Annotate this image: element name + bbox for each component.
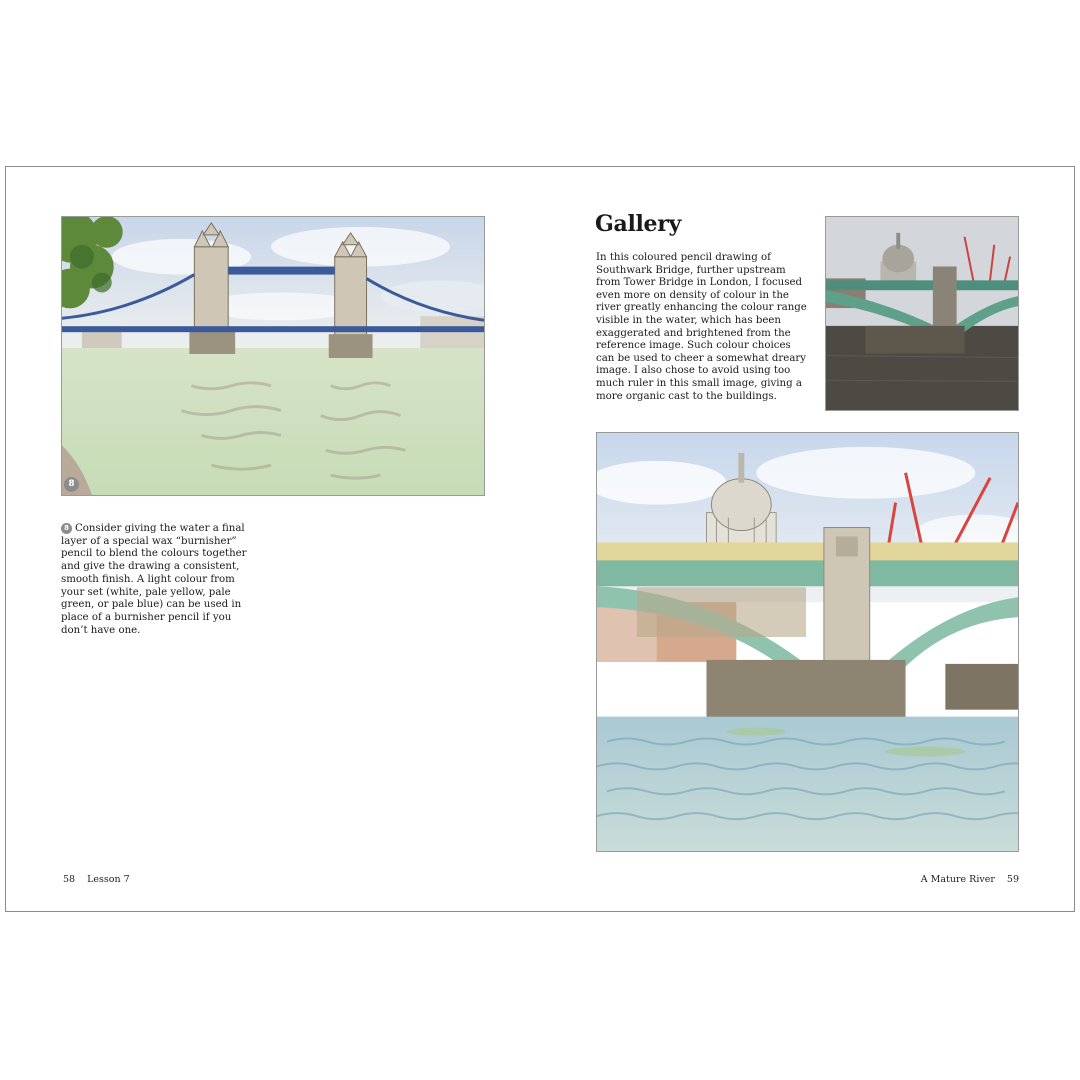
gallery-heading: Gallery (595, 211, 682, 237)
right-page-number: 59 (1006, 874, 1019, 885)
right-page-running-head: A Mature River (920, 874, 995, 885)
southwark-bridge-drawing (596, 432, 1019, 852)
right-page-folio (921, 874, 1019, 885)
left-page-number: 58 (63, 874, 76, 885)
gallery-body-text: In this coloured pencil drawing of Southwark Bridge, further upstream from Tower Bridge in London, I focused even more on density of colour in the river greatly enhancing the colour range visible in the water, which has been exaggerated and brightened from the reference image. Such colour choices can be used to cheer a somewhat dreary image. I also chose to avoid using too much ruler in this small image, giving a more organic cast to the buildings. (596, 252, 807, 402)
caption-step-badge: 8 (61, 523, 72, 534)
southwark-bridge-reference-photo (825, 216, 1019, 411)
caption-text: Consider giving the water a final layer of a special wax “burnisher” pencil to blend the colours together and give the drawing a consistent, smooth finish. A light colour from your set (white, pale yellow, pale green, or pale blue) can be used in place of a burnisher pencil if you don’t have one. (61, 523, 247, 636)
step-number-badge: 8 (64, 477, 79, 492)
step-caption (61, 523, 261, 637)
left-page-folio (63, 874, 130, 885)
left-page-running-head: Lesson 7 (87, 874, 130, 885)
tower-bridge-drawing (61, 216, 485, 496)
